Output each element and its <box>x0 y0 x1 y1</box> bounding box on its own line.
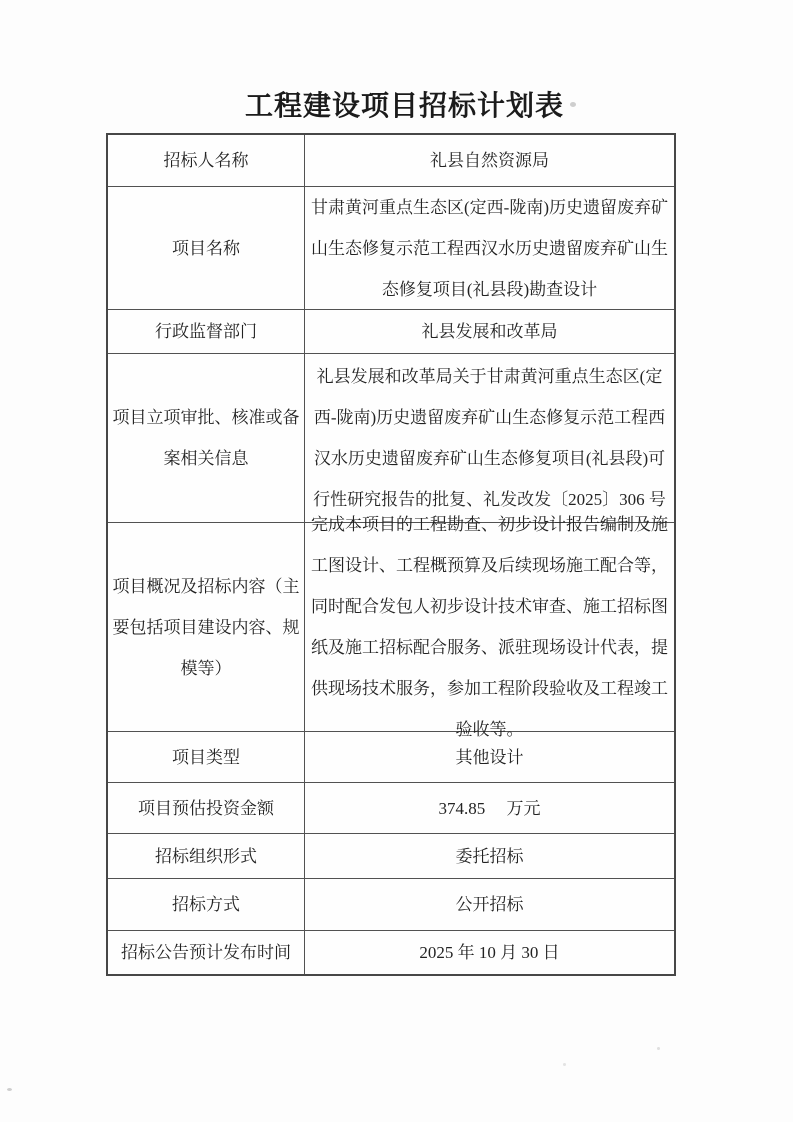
row-label: 招标方式 <box>172 895 240 914</box>
row-label: 项目名称 <box>172 238 240 258</box>
row-label-cell <box>108 834 305 878</box>
row-value-cell <box>305 310 674 353</box>
row-project-type <box>108 732 674 783</box>
row-tenderee-name <box>108 135 674 187</box>
row-value: 委托招标 <box>455 846 524 866</box>
row-value: 完成本项目的工程勘查、初步设计报告编制及施工图设计、工程概预算及后续现场施工配合等，同时配合发包人初步设计技术审查、施工招标图纸及施工招标配合服务、派驻现场设计代表，提供现场技术服务，参加工程阶段验收及工程竣工验收等。 <box>311 515 668 739</box>
row-label: 项目预估投资金额 <box>138 798 274 818</box>
row-label: 招标组织形式 <box>155 846 257 866</box>
row-label: 项目立项审批、核准或备案相关信息 <box>112 408 300 468</box>
row-label-cell <box>108 187 305 309</box>
scan-speck <box>570 102 576 107</box>
row-value-cell <box>305 732 674 782</box>
row-label-cell <box>108 783 305 833</box>
row-value-cell <box>305 515 674 739</box>
row-label-cell <box>108 135 305 186</box>
row-announcement-date <box>108 931 674 974</box>
bidding-plan-table <box>106 133 676 976</box>
scan-speck <box>563 1063 566 1066</box>
row-bidding-organization-form <box>108 834 674 879</box>
row-value-cell <box>305 931 674 974</box>
row-label-cell <box>108 931 305 974</box>
row-value: 374.85 万元 <box>438 798 541 818</box>
row-value-cell <box>305 879 674 930</box>
row-value-cell <box>305 354 674 522</box>
row-value-cell <box>305 783 674 833</box>
row-label-cell <box>108 879 305 930</box>
scan-speck <box>7 1088 12 1091</box>
row-label-cell <box>108 354 305 522</box>
row-project-name <box>108 187 674 310</box>
row-value: 2025 年 10 月 30 日 <box>419 943 560 962</box>
row-supervision-department <box>108 310 674 354</box>
row-label: 项目类型 <box>172 747 240 767</box>
row-value: 公开招标 <box>455 895 524 914</box>
row-label: 项目概况及招标内容（主要包括项目建设内容、规模等） <box>112 576 300 678</box>
row-value-cell <box>305 834 674 878</box>
row-label-cell <box>108 310 305 353</box>
row-bidding-method <box>108 879 674 931</box>
row-label-cell <box>108 732 305 782</box>
row-project-overview <box>108 515 674 739</box>
row-value-cell <box>305 135 674 186</box>
row-value: 礼县发展和改革局关于甘肃黄河重点生态区(定西-陇南)历史遗留废弃矿山生态修复示范工程西汉水历史遗留废弃矿山生态修复项目(礼县段)可行性研究报告的批复、礼发改发〔2025〕306 号 <box>313 367 666 509</box>
page-title: 工程建设项目招标计划表 <box>244 91 564 122</box>
row-value-cell <box>305 187 674 309</box>
row-value: 礼县自然资源局 <box>430 151 549 170</box>
row-estimated-investment <box>108 783 674 834</box>
row-approval-info <box>108 354 674 523</box>
row-label: 行政监督部门 <box>155 322 257 341</box>
row-value: 甘肃黄河重点生态区(定西-陇南)历史遗留废弃矿山生态修复示范工程西汉水历史遗留废弃矿山生态修复项目(礼县段)勘查设计 <box>311 197 668 299</box>
row-value: 其他设计 <box>455 747 524 767</box>
scan-speck <box>657 1047 660 1050</box>
row-label: 招标人名称 <box>163 151 249 170</box>
row-value: 礼县发展和改革局 <box>421 322 558 341</box>
row-label-cell <box>108 523 305 731</box>
row-label: 招标公告预计发布时间 <box>121 943 291 962</box>
